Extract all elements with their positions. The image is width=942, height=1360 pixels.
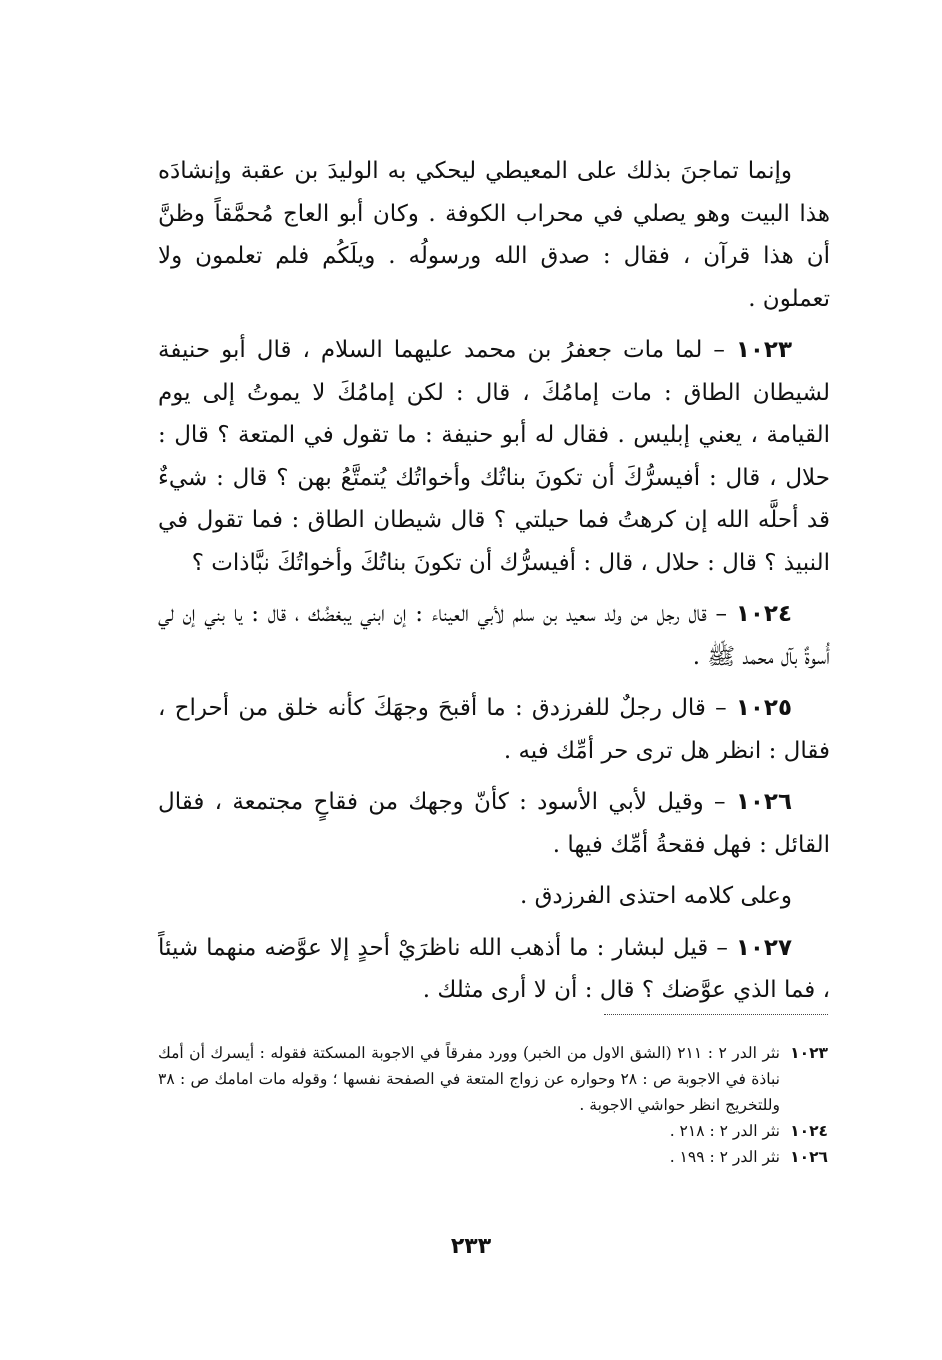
footnote: [158, 1040, 828, 1118]
anecdote-text: – قال رجلٌ للفرزدق : ما أقبحَ وجهَكَ كأنه خلق من أحراح ، فقال : انظر هل ترى حر أمِّك فيه .: [158, 695, 830, 764]
footnote: [158, 1118, 828, 1144]
anecdote-1024: [158, 593, 830, 678]
footnotes: [158, 1040, 828, 1170]
paragraph: [158, 150, 830, 320]
anecdote-number: ١٠٢٧: [735, 934, 792, 961]
anecdote-1026: [158, 781, 830, 866]
anecdote-number: ١٠٢٤: [735, 601, 792, 627]
main-text: [158, 150, 830, 1021]
paragraph-text: وعلى كلامه احتذى الفرزدق .: [519, 883, 792, 909]
paragraph: [158, 875, 830, 918]
anecdote-number: ١٠٢٦: [735, 789, 792, 815]
footnote-divider: [604, 1014, 828, 1015]
footnote-number: ١٠٢٣: [790, 1044, 828, 1062]
anecdote-text: – قيل لبشار : ما أذهب الله ناظرَيْ أحدٍ إلا عوَّضه منهما شيئاً ، فما الذي عوَّضك ؟ قال : أن لا أرى مثلك .: [158, 934, 830, 1003]
anecdote-1023: [158, 329, 830, 584]
anecdote-number: ١٠٢٣: [735, 337, 792, 363]
footnote-number: ١٠٢٤: [790, 1122, 828, 1140]
footnote: [158, 1144, 828, 1170]
anecdote-text: – وقيل لأبي الأسود : كأنّ وجهك من فقاحٍ مجتمعة ، فقال القائل : فهل فقحةُ أمِّك فيها .: [158, 789, 830, 858]
anecdote-number: ١٠٢٥: [735, 695, 792, 721]
footnote-text: نثر الدر ٢ : ١٩٩ .: [669, 1148, 780, 1166]
paragraph-text: وإنما تماجنَ بذلك على المعيطي ليحكي به الوليدَ بن عقبة وإنشادَه هذا البيت وهو يصلي في محراب الكوفة . وكان أبو العاج مُحمَّقاً وظنَّ أن هذا قرآن ، فقال : صدق الله ورسولُه . ويلَكُم فلم تعلمون ولا تعملون .: [158, 158, 830, 312]
footnote-text: نثر الدر ٢ : ٢١١ (الشق الاول من الخبر) وورد مفرقاً في الاجوبة المسكتة فقوله : أيسرك أن أمك نباذة في الاجوبة ص : ٢٨ وحواره عن زواج المتعة في الصفحة نفسها ؛ وقوله مات امامك ص : ٣٨ وللتخريج انظر حواشي الاجوبة .: [158, 1044, 780, 1114]
anecdote-text: – قال رجل من ولد سعيد بن سلم لأبي العيناء : إن ابني يبغضُك ، قال : يا بني إن لي أُسوةٌ بآل محمد ﷺ .: [158, 601, 830, 670]
footnote-number: ١٠٢٦: [790, 1148, 828, 1166]
anecdote-1025: [158, 687, 830, 772]
anecdote-text: – لما مات جعفرُ بن محمد عليهما السلام ، قال أبو حنيفة لشيطان الطاق : مات إمامُكَ ، قال : لكن إمامُكَ لا يموتُ إلى يوم القيامة ، يعني إبليس . فقال له أبو حنيفة : ما تقول في المتعة ؟ قال : حلال ، قال : أفيسرُّكَ أن تكونَ بناتُك وأخواتُك يُتمتَّعُ بهن ؟ قال : شيءٌ قد أحلَّه الله إن كرهتُ فما حيلتي ؟ قال شيطان الطاق : فما تقول في النبيذ ؟ قال : حلال ، قال : أفيسرُّك أن تكونَ بناتُكَ وأخواتُكَ نبَّاذات ؟: [158, 337, 830, 576]
page-number: ٢٣٣: [450, 1234, 492, 1259]
footnote-text: نثر الدر ٢ : ٢١٨ .: [669, 1122, 780, 1140]
anecdote-1027: [158, 927, 830, 1012]
